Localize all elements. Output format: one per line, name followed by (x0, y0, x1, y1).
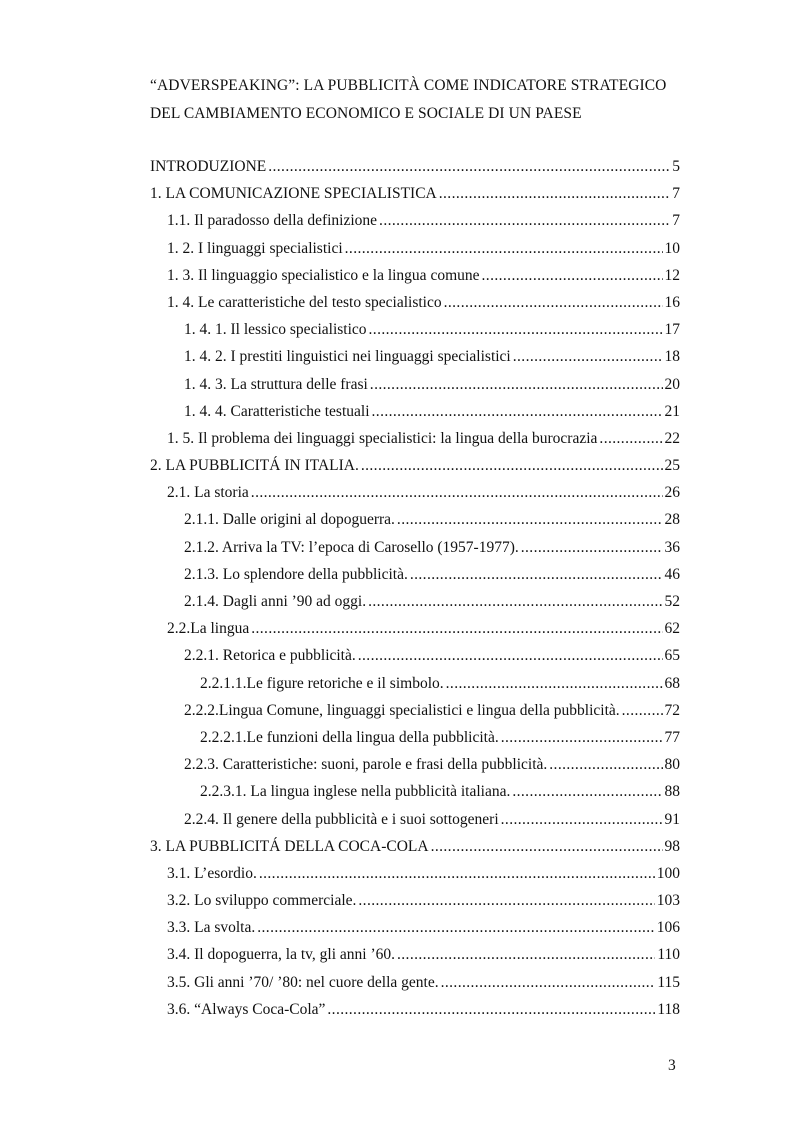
toc-entry[interactable] (150, 670, 680, 697)
toc-leader-dots (368, 588, 662, 615)
toc-entry-page: 46 (664, 565, 680, 583)
toc-entry-label: 2.2.3.1. La lingua inglese nella pubblicità italiana. (200, 783, 511, 801)
toc-entry-page: 17 (664, 321, 680, 339)
toc-leader-dots (441, 969, 656, 996)
toc-entry-label: 3.3. La svolta. (167, 919, 256, 937)
toc-entry[interactable] (150, 452, 680, 479)
toc-entry-page: 91 (664, 810, 680, 828)
toc-entry-label: 1.1. Il paradosso della definizione (167, 212, 378, 230)
toc-entry[interactable] (150, 207, 680, 234)
toc-entry[interactable] (150, 262, 680, 289)
toc-entry[interactable] (150, 316, 680, 343)
toc-entry[interactable] (150, 398, 680, 425)
toc-entry-page: 25 (664, 457, 680, 475)
toc-entry-label: 2.2.1. Retorica e pubblicità. (184, 647, 356, 665)
toc-leader-dots (397, 506, 663, 533)
toc-entry-label: 3.2. Lo sviluppo commerciale. (167, 892, 357, 910)
toc-entry[interactable] (150, 235, 680, 262)
toc-entry-label: 3.1. L’esordio. (167, 864, 257, 882)
toc-leader-dots (257, 914, 655, 941)
toc-entry-label: 2.2.La lingua (167, 620, 250, 638)
toc-entry-label: 2. LA PUBBLICITÁ IN ITALIA. (150, 457, 359, 475)
toc-entry-page: 18 (664, 348, 680, 366)
toc-leader-dots (379, 207, 670, 234)
toc-entry-label: 3.5. Gli anni ’70/ ’80: nel cuore della gente. (167, 973, 439, 991)
toc-leader-dots (439, 180, 671, 207)
toc-leader-dots (431, 833, 663, 860)
toc-entry[interactable] (150, 724, 680, 751)
toc-entry-page: 115 (657, 973, 680, 991)
toc-entry-page: 62 (664, 620, 680, 638)
toc-leader-dots (259, 860, 655, 887)
toc-leader-dots (444, 289, 663, 316)
toc-entry-page: 7 (672, 185, 680, 203)
toc-leader-dots (549, 751, 662, 778)
toc-leader-dots (512, 778, 662, 805)
toc-entry-page: 65 (664, 647, 680, 665)
toc-leader-dots (358, 887, 654, 914)
toc-entry-label: 2.2.2.Lingua Comune, linguaggi specialistici e lingua della pubblicità. (184, 701, 620, 719)
toc-entry[interactable] (150, 941, 680, 968)
toc-leader-dots (501, 806, 663, 833)
toc-entry[interactable] (150, 778, 680, 805)
toc-entry[interactable] (150, 996, 680, 1023)
toc-entry-label: 2.1.3. Lo splendore della pubblicità. (184, 565, 408, 583)
toc-entry-label: 1. 4. 1. Il lessico specialistico (184, 321, 367, 339)
toc-entry-label: 3.6. “Always Coca-Cola” (167, 1000, 326, 1018)
toc-entry-page: 77 (664, 728, 680, 746)
toc-entry-label: 2.2.4. Il genere della pubblicità e i suoi sottogeneri (184, 810, 499, 828)
toc-leader-dots (599, 425, 662, 452)
toc-leader-dots (372, 398, 663, 425)
toc-entry-label: 3.4. Il dopoguerra, la tv, gli anni ’60. (167, 946, 395, 964)
toc-entry[interactable] (150, 153, 680, 180)
toc-entry-label: 1. 4. 2. I prestiti linguistici nei linguaggi specialistici (184, 348, 511, 366)
toc-entry-page: 52 (664, 593, 680, 610)
toc-entry[interactable] (150, 506, 680, 533)
toc-entry[interactable] (150, 534, 680, 561)
toc-entry[interactable] (150, 914, 680, 941)
toc-leader-dots (369, 316, 663, 343)
toc-leader-dots (397, 941, 655, 968)
toc-entry-label: 1. 5. Il problema dei linguaggi specialistici: la lingua della burocrazia (167, 429, 598, 447)
toc-entry-label: 3. LA PUBBLICITÁ DELLA COCA-COLA (150, 837, 429, 855)
toc-leader-dots (345, 235, 663, 262)
toc-entry-page: 72 (664, 701, 680, 719)
toc-entry-page: 100 (656, 864, 680, 882)
toc-entry-page: 110 (657, 946, 680, 964)
toc-entry[interactable] (150, 180, 680, 207)
document-title-line: “ADVERSPEAKING”: LA PUBBLICITÀ COME INDICATORE STRATEGICO (150, 77, 667, 94)
toc-leader-dots (370, 371, 663, 398)
toc-entry-page: 80 (664, 756, 680, 774)
toc-entry-label: 1. 4. 3. La struttura delle frasi (184, 375, 368, 393)
toc-entry[interactable] (150, 479, 680, 506)
toc-entry[interactable] (150, 343, 680, 370)
toc-entry-label: 2.1.1. Dalle origini al dopoguerra. (184, 511, 395, 529)
page-number: 3 (668, 1057, 676, 1074)
toc-entry-page: 16 (664, 293, 680, 311)
toc-entry-page: 103 (656, 892, 680, 910)
toc-entry[interactable] (150, 588, 680, 615)
toc-entry[interactable] (150, 697, 680, 724)
toc-leader-dots (513, 343, 663, 370)
toc-entry[interactable] (150, 642, 680, 669)
toc-entry-label: INTRODUZIONE (150, 158, 267, 175)
toc-entry[interactable] (150, 833, 680, 860)
toc-entry-page: 7 (672, 212, 680, 230)
toc-leader-dots (358, 642, 663, 669)
toc-leader-dots (268, 153, 670, 180)
toc-entry-label: 1. LA COMUNICAZIONE SPECIALISTICA (150, 185, 437, 203)
toc-entry-label: 2.2.2.1.Le funzioni della lingua della pubblicità. (200, 728, 499, 746)
toc-leader-dots (482, 262, 663, 289)
toc-entry-label: 2.1. La storia (167, 484, 249, 502)
toc-entry-label: 1. 4. 4. Caratteristiche testuali (184, 402, 370, 420)
toc-leader-dots (501, 724, 663, 751)
toc-entry-label: 2.2.3. Caratteristiche: suoni, parole e frasi della pubblicità. (184, 756, 548, 774)
toc-leader-dots (251, 615, 662, 642)
toc-entry-page: 68 (664, 674, 680, 692)
toc-entry[interactable] (150, 289, 680, 316)
toc-leader-dots (622, 697, 663, 724)
toc-entry[interactable] (150, 806, 680, 833)
toc-entry[interactable] (150, 615, 680, 642)
toc-leader-dots (446, 670, 663, 697)
toc-entry-page: 88 (664, 783, 680, 801)
toc-leader-dots (410, 561, 663, 588)
toc-entry-page: 10 (664, 239, 680, 257)
toc-entry[interactable] (150, 751, 680, 778)
toc-entry[interactable] (150, 371, 680, 398)
toc-entry-page: 12 (664, 266, 680, 284)
toc-entry-page: 22 (664, 429, 680, 447)
toc-entry-page: 21 (664, 402, 680, 420)
toc-leader-dots (327, 996, 655, 1023)
toc-entry-page: 106 (656, 919, 680, 937)
toc-entry-label: 2.1.2. Arriva la TV: l’epoca di Carosello (1957-1977). (184, 538, 519, 556)
toc-entry-page: 26 (664, 484, 680, 502)
table-of-contents (150, 153, 680, 1023)
toc-entry-label: 1. 2. I linguaggi specialistici (167, 239, 343, 257)
toc-entry[interactable] (150, 860, 680, 887)
toc-leader-dots (361, 452, 663, 479)
toc-entry[interactable] (150, 969, 680, 996)
toc-entry-page: 20 (664, 375, 680, 393)
toc-entry-page: 36 (664, 538, 680, 556)
toc-entry-page: 118 (657, 1000, 680, 1018)
toc-entry-page: 5 (672, 158, 680, 175)
toc-entry[interactable] (150, 561, 680, 588)
toc-entry-label: 2.1.4. Dagli anni ’90 ad oggi. (184, 593, 367, 610)
toc-entry-page: 28 (664, 511, 680, 529)
toc-entry[interactable] (150, 887, 680, 914)
toc-leader-dots (251, 479, 663, 506)
toc-entry-label: 2.2.1.1.Le figure retoriche e il simbolo. (200, 674, 444, 692)
toc-leader-dots (521, 534, 663, 561)
document-title (150, 72, 682, 128)
toc-entry[interactable] (150, 425, 680, 452)
toc-entry-page: 98 (664, 837, 680, 855)
document-title-line: DEL CAMBIAMENTO ECONOMICO E SOCIALE DI UN PAESE (150, 105, 582, 122)
toc-entry-label: 1. 3. Il linguaggio specialistico e la lingua comune (167, 266, 480, 284)
toc-entry-label: 1. 4. Le caratteristiche del testo specialistico (167, 293, 442, 311)
